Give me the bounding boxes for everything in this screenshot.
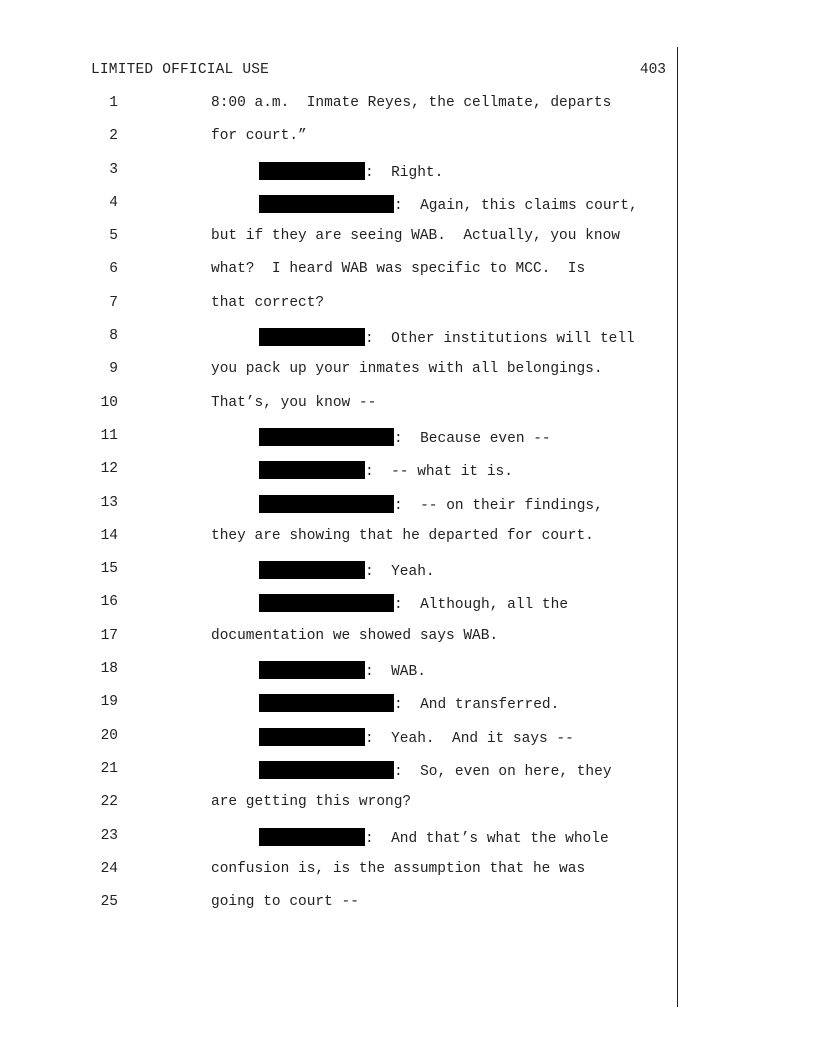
transcript-line — [0, 753, 816, 786]
transcript-line — [0, 353, 816, 386]
redacted-speaker-name — [259, 661, 365, 679]
continuation-text: confusion is, is the assumption that he was — [211, 860, 586, 877]
line-number: 3 — [109, 161, 118, 178]
transcript-line — [0, 620, 816, 653]
transcript-line — [0, 686, 816, 719]
transcript-line — [0, 387, 816, 420]
line-number: 8 — [109, 328, 118, 345]
transcript-line — [0, 720, 816, 753]
continuation-text: That’s, you know -- — [211, 394, 377, 411]
speaker-utterance — [259, 328, 635, 347]
speaker-utterance — [259, 162, 443, 181]
transcript-body — [0, 87, 816, 919]
redacted-speaker-name — [259, 328, 365, 346]
transcript-line — [0, 820, 816, 853]
speaker-utterance — [259, 661, 426, 680]
continuation-text: 8:00 a.m. Inmate Reyes, the cellmate, departs — [211, 95, 612, 111]
utterance-text: : -- on their findings, — [394, 497, 603, 514]
transcript-line — [0, 87, 816, 120]
speaker-utterance — [259, 728, 574, 747]
redacted-speaker-name — [259, 694, 394, 712]
speaker-utterance — [259, 694, 559, 713]
transcript-line — [0, 120, 816, 153]
transcript-line — [0, 453, 816, 486]
line-number: 4 — [109, 194, 118, 211]
speaker-utterance — [259, 428, 551, 447]
line-number: 6 — [109, 261, 118, 278]
transcript-line — [0, 886, 816, 919]
utterance-text: : -- what it is. — [365, 464, 513, 481]
continuation-text: that correct? — [211, 294, 325, 311]
redacted-speaker-name — [259, 828, 365, 846]
line-number: 20 — [100, 727, 118, 744]
line-number: 18 — [100, 661, 118, 678]
speaker-utterance — [259, 495, 603, 514]
transcript-line — [0, 187, 816, 220]
line-number: 25 — [100, 894, 118, 911]
utterance-text: : Yeah. And it says -- — [365, 730, 574, 747]
line-number: 23 — [100, 827, 118, 844]
speaker-utterance — [259, 828, 609, 847]
line-number: 7 — [109, 294, 118, 311]
utterance-text: : Other institutions will tell — [365, 331, 635, 348]
line-number: 12 — [100, 461, 118, 478]
redacted-speaker-name — [259, 728, 365, 746]
line-number: 9 — [109, 361, 118, 378]
transcript-line — [0, 520, 816, 553]
line-number: 5 — [109, 228, 118, 245]
line-number: 15 — [100, 561, 118, 578]
transcript-line — [0, 586, 816, 619]
redacted-speaker-name — [259, 561, 365, 579]
line-number: 19 — [100, 694, 118, 711]
line-number: 1 — [109, 95, 118, 111]
speaker-utterance — [259, 761, 612, 780]
redacted-speaker-name — [259, 461, 365, 479]
speaker-utterance — [259, 594, 568, 613]
line-number: 11 — [100, 427, 118, 444]
transcript-line — [0, 287, 816, 320]
transcript-line — [0, 853, 816, 886]
transcript-line — [0, 553, 816, 586]
line-number: 17 — [100, 627, 118, 644]
redacted-speaker-name — [259, 195, 394, 213]
transcript-line — [0, 220, 816, 253]
transcript-line — [0, 420, 816, 453]
line-number: 2 — [109, 128, 118, 145]
transcript-line — [0, 487, 816, 520]
line-number: 16 — [100, 594, 118, 611]
utterance-text: : And transferred. — [394, 697, 560, 714]
transcript-line — [0, 154, 816, 187]
speaker-utterance — [259, 195, 638, 214]
utterance-text: : Again, this claims court, — [394, 197, 638, 214]
continuation-text: documentation we showed says WAB. — [211, 627, 499, 644]
utterance-text: : And that’s what the whole — [365, 830, 609, 847]
speaker-utterance — [259, 461, 513, 480]
line-number: 24 — [100, 860, 118, 877]
continuation-text: you pack up your inmates with all belongings. — [211, 361, 603, 378]
continuation-text: going to court -- — [211, 894, 359, 911]
continuation-text: they are showing that he departed for court. — [211, 527, 594, 544]
redacted-speaker-name — [259, 761, 394, 779]
utterance-text: : Yeah. — [365, 564, 435, 581]
transcript-line — [0, 786, 816, 819]
line-number: 10 — [100, 394, 118, 411]
continuation-text: but if they are seeing WAB. Actually, you know — [211, 228, 620, 245]
utterance-text: : Although, all the — [394, 597, 569, 614]
line-number: 22 — [100, 794, 118, 811]
transcript-line — [0, 253, 816, 286]
classification-header: LIMITED OFFICIAL USE — [91, 62, 270, 78]
continuation-text: what? I heard WAB was specific to MCC. Is — [211, 261, 586, 278]
redacted-speaker-name — [259, 495, 394, 513]
utterance-text: : Because even -- — [394, 430, 551, 447]
line-number: 14 — [100, 527, 118, 544]
utterance-text: : So, even on here, they — [394, 763, 612, 780]
transcript-line — [0, 320, 816, 353]
line-number: 21 — [100, 760, 118, 777]
continuation-text: for court.” — [211, 128, 307, 145]
speaker-utterance — [259, 561, 435, 580]
redacted-speaker-name — [259, 428, 394, 446]
redacted-speaker-name — [259, 162, 365, 180]
continuation-text: are getting this wrong? — [211, 794, 412, 811]
redacted-speaker-name — [259, 594, 394, 612]
utterance-text: : Right. — [365, 164, 444, 181]
page-number: 403 — [639, 62, 666, 78]
transcript-line — [0, 653, 816, 686]
line-number: 13 — [100, 494, 118, 511]
utterance-text: : WAB. — [365, 664, 426, 681]
